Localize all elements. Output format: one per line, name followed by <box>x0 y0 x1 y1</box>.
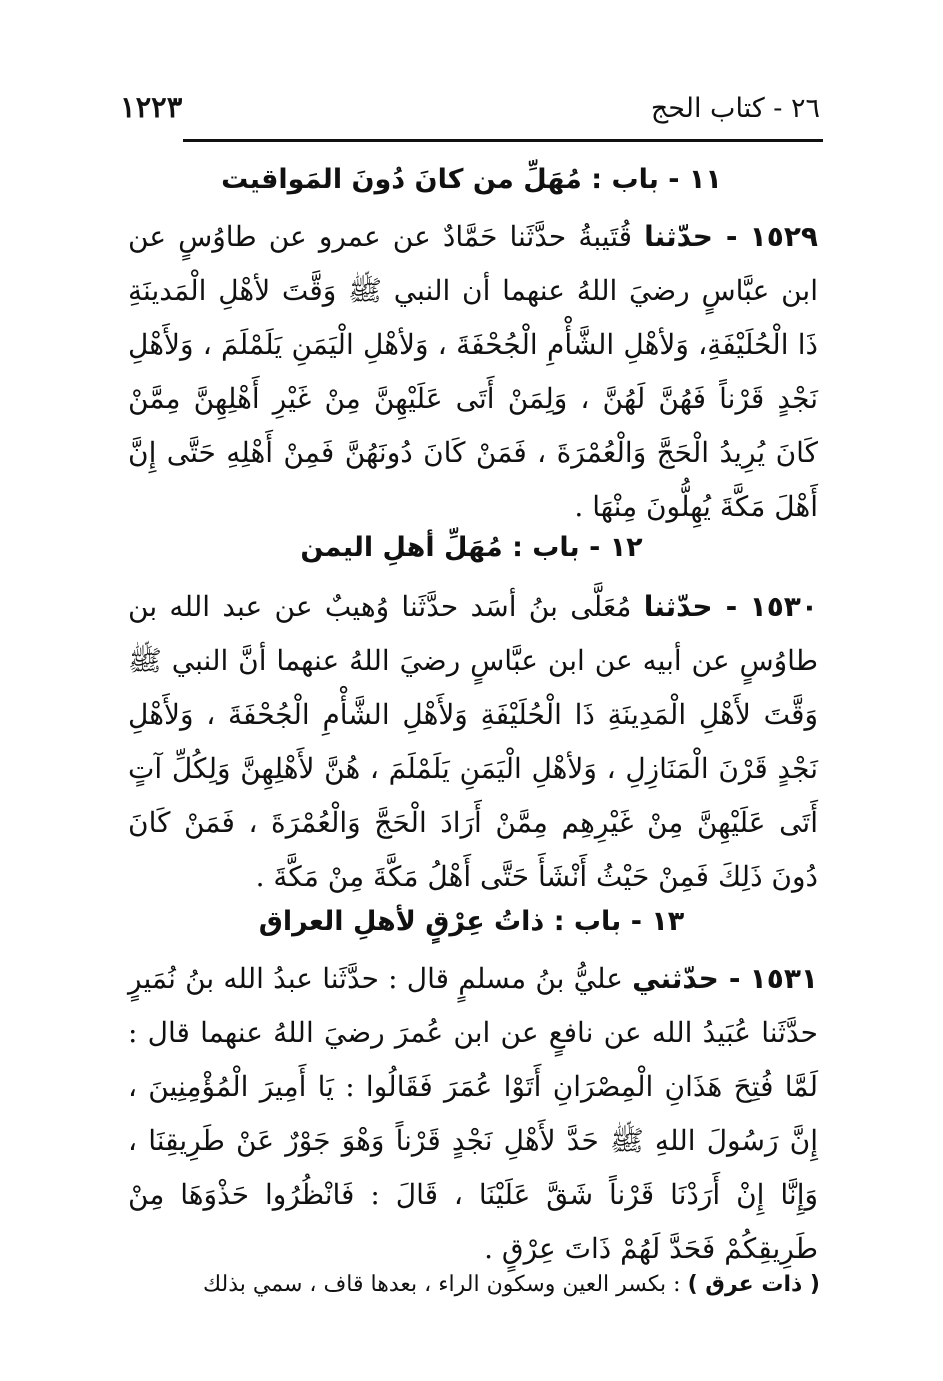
hadith-number: ١٥٣١ <box>749 962 819 995</box>
section-heading-12: ١٢ - باب : مُهَلِّ أهلِ اليمن <box>300 532 643 563</box>
hadith-number: ١٥٣٠ <box>749 590 818 623</box>
section-heading-13: ١٣ - باب : ذاتُ عِرْقٍ لأهلِ العراق <box>258 906 685 937</box>
page-header <box>120 84 820 132</box>
header-rule <box>183 139 823 142</box>
hadith-1529: ١٥٢٩ - حدّثنا قُتَيبةُ حدَّثَنا حَمَّادٌ عن عمرو عن طاوُسٍ عن ابن عبَّاسٍ رضيَ اللهُ عنهما أن النبي ﷺ وَقَّتَ لأهْلِ الْمَدينَةِ ذَا الْحُلَيْفَةِ، وَلأهْلِ الشَّأْمِ الْجُحْفَةَ ، وَلأهْلِ الْيَمَنِ يَلَمْلَمَ ، وَلأَهْلِ نَجْدٍ قَرْناً فَهُنَّ لَهُنَّ ، وَلِمَنْ أَتَى عَلَيْهِنَّ مِنْ غَيْرِ أَهْلِهِنَّ مِمَّنْ كَانَ يُرِيدُ الْحَجَّ وَالْعُمْرَةَ ، فَمَنْ كَانَ دُونَهُنَّ فَمِنْ أَهْلِهِ حَتَّى إِنَّ أَهْلَ مَكَّةَ يُهِلُّونَ مِنْهَا . <box>128 220 818 523</box>
footnote <box>128 1268 820 1302</box>
hadith-lead: حدّثنا <box>643 590 713 623</box>
section-heading-11: ١١ - باب : مُهَلِّ من كانَ دُونَ المَواقيت <box>221 164 722 195</box>
hadith-text: مُعَلَّى بنُ أسَد حدَّثَنا وُهيبٌ عن عبد الله بن طاوُسٍ عن أبيه عن ابن عبَّاسٍ رضيَ اللهُ عنهما أنَّ النبي ﷺ وَقَّتَ لأَهْلِ الْمَدِينَةِ ذَا الْحُلَيْفَةِ وَلأَهْلِ الشَّأْمِ الْجُحْفَةَ ، وَلأَهْلِ نَجْدٍ قَرْنَ الْمَنَازِلِ ، وَلأهْلِ الْيَمَنِ يَلَمْلَمَ ، هُنَّ لأَهْلِهِنَّ وَلِكُلِّ آتٍ أَتَى عَلَيْهِنَّ مِنْ غَيْرِهِم مِمَّنْ أَرَادَ الْحَجَّ وَالْعُمْرَةَ ، فَمَنْ كَانَ دُونَ ذَلِكَ فَمِنْ حَيْثُ أَنْشَأَ حَتَّى أَهْلُ مَكَّةَ مِنْ مَكَّةَ . <box>128 590 818 893</box>
chapter-title: ٢٦ - كتاب الحج <box>650 93 820 124</box>
hadith-lead: حدّثنا <box>644 220 713 253</box>
page-number: ١٢٢٣ <box>120 90 183 124</box>
hadith-lead: حدّثني <box>632 962 719 995</box>
footnote-term: ( ذات عرق ) <box>687 1272 820 1297</box>
hadith-number: ١٥٢٩ <box>749 220 818 253</box>
hadith-1531: ١٥٣١ - حدّثني عليُّ بنُ مسلمٍ قال : حدَّثَنا عبدُ الله بنُ نُمَيرٍ حدَّثَنا عُبَيدُ الله عن نافعٍ عن ابن عُمرَ رضيَ اللهُ عنهما قال : لَمَّا فُتِحَ هَذَانِ الْمِصْرَانِ أَتَوْا عُمَرَ فَقَالُوا : يَا أَمِيرَ الْمُؤْمِنِينَ ، إِنَّ رَسُولَ اللهِ ﷺ حَدَّ لأَهْلِ نَجْدٍ قَرْناً وَهْوَ جَوْرٌ عَنْ طَرِيقِنَا ، وَإِنَّا إِنْ أَرَدْنَا قَرْناً شَقَّ عَلَيْنَا ، قَالَ : فَانْظُرُوا حَذْوَهَا مِنْ طَرِيقِكُمْ فَحَدَّ لَهُمْ ذَاتَ عِرْقٍ . <box>128 962 819 1265</box>
hadith-text: عليُّ بنُ مسلمٍ قال : حدَّثَنا عبدُ الله بنُ نُمَيرٍ حدَّثَنا عُبَيدُ الله عن نافعٍ عن ابن عُمرَ رضيَ اللهُ عنهما قال : لَمَّا فُتِحَ هَذَانِ الْمِصْرَانِ أَتَوْا عُمَرَ فَقَالُوا : يَا أَمِيرَ الْمُؤْمِنِينَ ، إِنَّ رَسُولَ اللهِ ﷺ حَدَّ لأَهْلِ نَجْدٍ قَرْناً وَهْوَ جَوْرٌ عَنْ طَرِيقِنَا ، وَإِنَّا إِنْ أَرَدْنَا قَرْناً شَقَّ عَلَيْنَا ، قَالَ : فَانْظُرُوا حَذْوَهَا مِنْ طَرِيقِكُمْ فَحَدَّ لَهُمْ ذَاتَ عِرْقٍ . <box>128 962 818 1265</box>
footnote-text: : بكسر العين وسكون الراء ، بعدها قاف ، سمي بذلك <box>203 1272 681 1297</box>
hadith-1530: ١٥٣٠ - حدّثنا مُعَلَّى بنُ أسَد حدَّثَنا وُهيبٌ عن عبد الله بن طاوُسٍ عن أبيه عن ابن عبَّاسٍ رضيَ اللهُ عنهما أنَّ النبي ﷺ وَقَّتَ لأَهْلِ الْمَدِينَةِ ذَا الْحُلَيْفَةِ وَلأَهْلِ الشَّأْمِ الْجُحْفَةَ ، وَلأَهْلِ نَجْدٍ قَرْنَ الْمَنَازِلِ ، وَلأهْلِ الْيَمَنِ يَلَمْلَمَ ، هُنَّ لأَهْلِهِنَّ وَلِكُلِّ آتٍ أَتَى عَلَيْهِنَّ مِنْ غَيْرِهِم مِمَّنْ أَرَادَ الْحَجَّ وَالْعُمْرَةَ ، فَمَنْ كَانَ دُونَ ذَلِكَ فَمِنْ حَيْثُ أَنْشَأَ حَتَّى أَهْلُ مَكَّةَ مِنْ مَكَّةَ . <box>128 590 818 893</box>
hadith-text: قُتَيبةُ حدَّثَنا حَمَّادٌ عن عمرو عن طاوُسٍ عن ابن عبَّاسٍ رضيَ اللهُ عنهما أن النبي ﷺ وَقَّتَ لأهْلِ الْمَدينَةِ ذَا الْحُلَيْفَةِ، وَلأهْلِ الشَّأْمِ الْجُحْفَةَ ، وَلأهْلِ الْيَمَنِ يَلَمْلَمَ ، وَلأَهْلِ نَجْدٍ قَرْناً فَهُنَّ لَهُنَّ ، وَلِمَنْ أَتَى عَلَيْهِنَّ مِنْ غَيْرِ أَهْلِهِنَّ مِمَّنْ كَانَ يُرِيدُ الْحَجَّ وَالْعُمْرَةَ ، فَمَنْ كَانَ دُونَهُنَّ فَمِنْ أَهْلِهِ حَتَّى إِنَّ أَهْلَ مَكَّةَ يُهِلُّونَ مِنْهَا . <box>128 220 818 523</box>
